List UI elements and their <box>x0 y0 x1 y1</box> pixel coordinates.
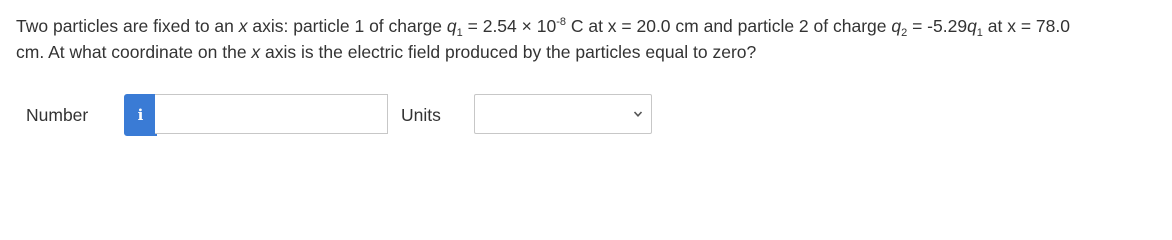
question-text-segment: = -5.29 <box>907 16 968 36</box>
subscript-2: 2 <box>901 27 908 39</box>
variable-q1: q <box>446 16 457 36</box>
question-line-1 <box>16 13 1172 39</box>
answer-row <box>0 94 1172 136</box>
question-text <box>16 13 1172 65</box>
number-input[interactable] <box>155 94 388 134</box>
question-text-segment: Two particles are fixed to an <box>16 16 239 36</box>
exponent: -8 <box>556 16 566 28</box>
chevron-down-icon <box>633 109 643 119</box>
units-label: Units <box>401 105 441 125</box>
question-text-segment: C at x = 20.0 cm and particle 2 of charge <box>565 16 892 36</box>
info-button[interactable] <box>124 94 157 136</box>
question-text-segment: = 2.54 × 10 <box>462 16 557 36</box>
variable-q1: q <box>967 16 977 36</box>
variable-x: x <box>238 16 248 36</box>
question-text-segment: axis: particle 1 of charge <box>247 16 447 36</box>
variable-q2: q <box>891 16 902 36</box>
variable-x: x <box>251 42 261 62</box>
question-text-segment: at x = 78.0 <box>982 16 1070 36</box>
info-icon: i <box>137 106 144 124</box>
units-dropdown[interactable] <box>474 94 652 134</box>
subscript-1: 1 <box>456 27 463 39</box>
question-line-2 <box>16 39 1172 65</box>
question-text-segment: axis is the electric field produced by the particles equal to zero? <box>260 42 757 62</box>
question-text-segment: cm. At what coordinate on the <box>16 42 252 62</box>
subscript-1: 1 <box>976 27 983 39</box>
number-label: Number <box>26 105 89 125</box>
